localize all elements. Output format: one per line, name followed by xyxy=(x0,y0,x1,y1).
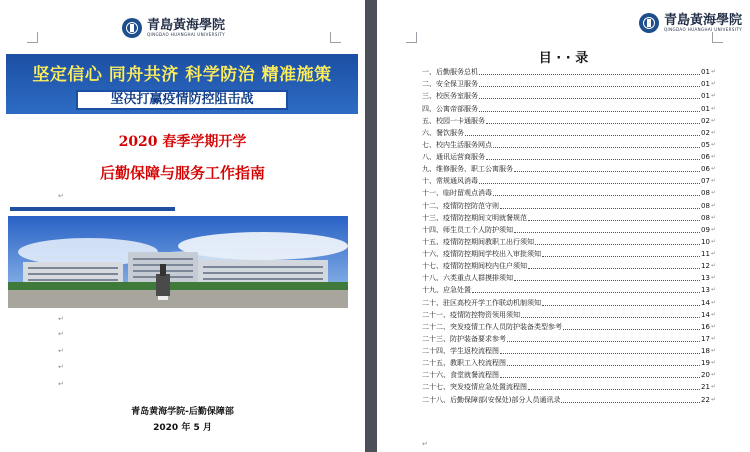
toc-page-number: 09 xyxy=(701,225,710,234)
toc-dot-leader xyxy=(528,389,700,390)
banner-subslogan: 坚决打赢疫情防控阻击战 xyxy=(76,90,288,110)
toc-dot-leader xyxy=(514,232,700,233)
paragraph-mark: ↵ xyxy=(710,225,716,233)
toc-page-number: 13 xyxy=(701,286,710,295)
slogan-banner xyxy=(6,54,358,114)
toc-dot-leader xyxy=(514,280,700,281)
toc-dot-leader xyxy=(500,208,700,209)
toc-entry[interactable] xyxy=(422,369,716,381)
toc-entry[interactable] xyxy=(422,175,716,187)
toc-dot-leader xyxy=(507,365,700,366)
toc-page-number: 11 xyxy=(701,250,710,258)
paragraph-mark: ↵ xyxy=(710,322,716,330)
toc-entry-label: 十七、疫情防控期间校内住户须知 xyxy=(422,262,527,271)
toc-entry-label: 三、校医务室服务 xyxy=(422,92,478,101)
toc-page-number: 10 xyxy=(701,237,710,246)
toc-entry-label: 十、常规通风消毒 xyxy=(422,177,478,186)
margin-corner-top-left xyxy=(406,32,417,43)
toc-entry[interactable] xyxy=(422,309,716,321)
toc-entry-label: 十三、疫情防控期间文明就餐规范 xyxy=(422,213,527,222)
paragraph-mark: ↵ xyxy=(710,347,716,354)
toc-entry-label: 二十五、教职工入校流程图 xyxy=(422,359,506,368)
margin-corner-top-left xyxy=(27,32,38,43)
paragraph-mark: ↵ xyxy=(710,213,716,221)
toc-entry[interactable] xyxy=(422,139,716,151)
toc-entry[interactable] xyxy=(422,212,716,224)
paragraph-mark: ↵ xyxy=(710,250,716,257)
university-seal-icon xyxy=(639,13,659,33)
paragraph-mark: ↵ xyxy=(58,347,64,355)
toc-entry[interactable] xyxy=(422,127,716,139)
toc-dot-leader xyxy=(500,377,700,378)
paragraph-mark: ↵ xyxy=(710,286,716,294)
toc-page-number: 22 xyxy=(701,395,710,404)
paragraph-mark: ↵ xyxy=(58,330,64,338)
toc-entry[interactable] xyxy=(422,199,716,211)
toc-title: 目 · · 录 xyxy=(538,51,589,66)
paragraph-mark: ↵ xyxy=(710,104,716,112)
toc-dot-leader xyxy=(486,123,700,124)
toc-entry-label: 二十八、后勤保障部(安保处)部分人员通讯录 xyxy=(422,395,561,404)
toc-page-number: 02 xyxy=(701,116,710,125)
toc-dot-leader xyxy=(561,402,700,403)
paragraph-mark: ↵ xyxy=(710,371,716,379)
toc-page-number: 07 xyxy=(701,177,710,186)
paragraph-mark: ↵ xyxy=(710,310,716,318)
banner-slogan: 坚定信心 同舟共济 科学防治 精准施策 xyxy=(32,65,332,85)
toc-dot-leader xyxy=(528,268,700,269)
toc-page-number: 08 xyxy=(701,201,710,210)
toc-entry-label: 二十、驻区高校开学工作联动机制须知 xyxy=(422,298,541,307)
university-seal-icon xyxy=(122,18,142,38)
toc-entry[interactable] xyxy=(422,333,716,345)
cover-university-logo xyxy=(122,18,225,38)
toc-entry[interactable] xyxy=(422,151,716,163)
paragraph-mark: ↵ xyxy=(58,192,64,200)
toc-entry[interactable] xyxy=(422,284,716,296)
toc-page-number: 02 xyxy=(701,128,710,137)
toc-page-number: 20 xyxy=(701,371,710,380)
paragraph-mark: ↵ xyxy=(710,128,716,136)
toc-entry[interactable] xyxy=(422,187,716,199)
paragraph-mark: ↵ xyxy=(710,274,716,282)
cover-department: 青岛黄海学院-后勤保障部 xyxy=(131,407,234,417)
toc-page-number: 06 xyxy=(701,153,710,161)
toc-page-number: 13 xyxy=(701,274,710,283)
toc-page-number: 16 xyxy=(701,322,710,331)
paragraph-mark: ↵ xyxy=(422,440,428,448)
logo-english-name: QINGDAO HUANGHAI UNIVERSITY xyxy=(147,32,226,37)
toc-entry-label: 七、校内生活服务网点 xyxy=(422,140,492,149)
toc-dot-leader xyxy=(479,74,700,75)
toc-page-number: 12 xyxy=(701,262,710,271)
toc-page-number: 08 xyxy=(701,189,710,198)
toc-dot-leader xyxy=(493,147,700,148)
paragraph-mark: ↵ xyxy=(710,153,716,160)
toc-entry[interactable] xyxy=(422,78,716,90)
toc-entry[interactable] xyxy=(422,66,716,78)
cover-title-line2: 后勤保障与服务工作指南 xyxy=(99,164,265,182)
toc-dot-leader xyxy=(514,171,700,172)
cover-page xyxy=(0,0,365,452)
toc-dot-leader xyxy=(479,183,700,184)
toc-entry-label: 二十六、食堂就餐流程图 xyxy=(422,371,499,380)
toc-entry-label: 二十一、疫情防控物资领用须知 xyxy=(422,310,520,319)
paragraph-mark: ↵ xyxy=(710,201,716,209)
toc-entry-label: 二十七、突发疫情应急处置流程图 xyxy=(422,383,527,392)
toc-entry[interactable] xyxy=(422,381,716,393)
toc-entry-label: 十九、应急处置 xyxy=(422,286,471,295)
paragraph-mark: ↵ xyxy=(710,140,716,148)
toc-page-number: 01 xyxy=(701,68,710,77)
toc-entry-label: 十一、临时留观点消毒 xyxy=(422,189,492,198)
paragraph-mark: ↵ xyxy=(58,380,64,388)
toc-entry[interactable] xyxy=(422,272,716,284)
paragraph-mark: ↵ xyxy=(58,315,64,323)
toc-entry-label: 四、公寓帝部服务 xyxy=(422,104,478,113)
toc-entry-label: 二十四、学生返校流程图 xyxy=(422,347,499,355)
toc-dot-leader xyxy=(528,220,700,221)
toc-entry-label: 二十三、防护装备要求参考 xyxy=(422,334,506,343)
toc-entry-label: 二、安全保卫服务 xyxy=(422,80,478,89)
toc-dot-leader xyxy=(535,244,700,245)
toc-page-number: 17 xyxy=(701,334,710,343)
toc-entry-label: 八、通讯运营商服务 xyxy=(422,153,485,161)
paragraph-mark: ↵ xyxy=(710,262,716,270)
toc-entry[interactable] xyxy=(422,393,716,405)
divider-bar xyxy=(10,207,175,211)
toc-page-number: 01 xyxy=(701,104,710,113)
toc-page-number: 18 xyxy=(701,347,710,355)
toc-page-number: 21 xyxy=(701,383,710,392)
toc-entry-label: 一、后勤服务总机 xyxy=(422,68,478,77)
toc-dot-leader xyxy=(479,111,700,112)
toc-page-number: 01 xyxy=(701,80,710,89)
toc-dot-leader xyxy=(521,317,700,318)
paragraph-mark: ↵ xyxy=(710,383,716,391)
toc-dot-leader xyxy=(486,159,700,160)
toc-entry-label: 十四、师生员工个人防护须知 xyxy=(422,225,513,234)
cover-date: 2020 年 5 月 xyxy=(153,423,212,433)
campus-photo xyxy=(8,216,348,308)
toc-page-number: 05 xyxy=(701,140,710,149)
toc-page-number: 08 xyxy=(701,213,710,222)
margin-corner-top-right xyxy=(712,32,723,43)
toc-page-number: 06 xyxy=(701,165,710,174)
paragraph-mark: ↵ xyxy=(710,189,716,197)
header-university-logo xyxy=(639,13,742,33)
toc-entry-label: 二十二、突发疫情工作人员防护装备类型参考 xyxy=(422,322,562,331)
toc-entry[interactable] xyxy=(422,236,716,248)
margin-corner-top-right xyxy=(330,32,341,43)
paragraph-mark: ↵ xyxy=(710,80,716,88)
toc-entry[interactable] xyxy=(422,115,716,127)
toc-entry[interactable] xyxy=(422,248,716,260)
logo-chinese-name: 青島黃海學院 xyxy=(147,18,226,33)
toc-entry[interactable] xyxy=(422,260,716,272)
toc-entry-label: 五、校园一卡通服务 xyxy=(422,116,485,125)
paragraph-mark: ↵ xyxy=(710,116,716,124)
toc-page xyxy=(377,0,750,452)
cover-title-line1: 2020 春季学期开学 xyxy=(118,134,247,150)
toc-dot-leader xyxy=(465,135,700,136)
toc-page-number: 19 xyxy=(701,359,710,368)
toc-dot-leader xyxy=(493,195,700,196)
paragraph-mark: ↵ xyxy=(710,359,716,367)
paragraph-mark: ↵ xyxy=(710,177,716,185)
toc-page-number: 14 xyxy=(701,310,710,319)
toc-entry-label: 十六、疫情防控期间学校出入审批须知 xyxy=(422,250,541,258)
paragraph-mark: ↵ xyxy=(710,68,716,76)
toc-page-number: 14 xyxy=(701,298,710,307)
toc-dot-leader xyxy=(500,353,700,354)
toc-entry[interactable] xyxy=(422,296,716,308)
logo-english-name: QINGDAO HUANGHAI UNIVERSITY xyxy=(664,27,743,32)
toc-entry[interactable] xyxy=(422,163,716,175)
toc-dot-leader xyxy=(507,341,700,342)
logo-chinese-name: 青島黃海學院 xyxy=(664,13,743,28)
toc-dot-leader xyxy=(479,86,700,87)
toc-entry[interactable] xyxy=(422,224,716,236)
toc-entry[interactable] xyxy=(422,345,716,357)
paragraph-mark: ↵ xyxy=(710,165,716,173)
toc-entry[interactable] xyxy=(422,321,716,333)
toc-entry-label: 十二、疫情防控防范守则 xyxy=(422,201,499,210)
paragraph-mark: ↵ xyxy=(710,334,716,342)
toc-entry[interactable] xyxy=(422,90,716,102)
toc-list xyxy=(422,66,716,406)
paragraph-mark: ↵ xyxy=(58,363,64,371)
paragraph-mark: ↵ xyxy=(710,237,716,245)
toc-entry-label: 九、维修服务、职工公寓服务 xyxy=(422,165,513,174)
toc-entry[interactable] xyxy=(422,102,716,114)
paragraph-mark: ↵ xyxy=(710,395,716,403)
toc-dot-leader xyxy=(542,256,700,257)
toc-dot-leader xyxy=(563,329,700,330)
toc-dot-leader xyxy=(479,98,700,99)
toc-page-number: 01 xyxy=(701,92,710,101)
toc-dot-leader xyxy=(542,305,700,306)
toc-entry-label: 六、餐饮服务 xyxy=(422,128,464,137)
paragraph-mark: ↵ xyxy=(710,298,716,306)
paragraph-mark: ↵ xyxy=(710,92,716,100)
toc-dot-leader xyxy=(472,292,700,293)
toc-entry[interactable] xyxy=(422,357,716,369)
toc-entry-label: 十五、疫情防控期间教职工出行须知 xyxy=(422,237,534,246)
toc-entry-label: 十八、六类重点人群摸排须知 xyxy=(422,274,513,283)
